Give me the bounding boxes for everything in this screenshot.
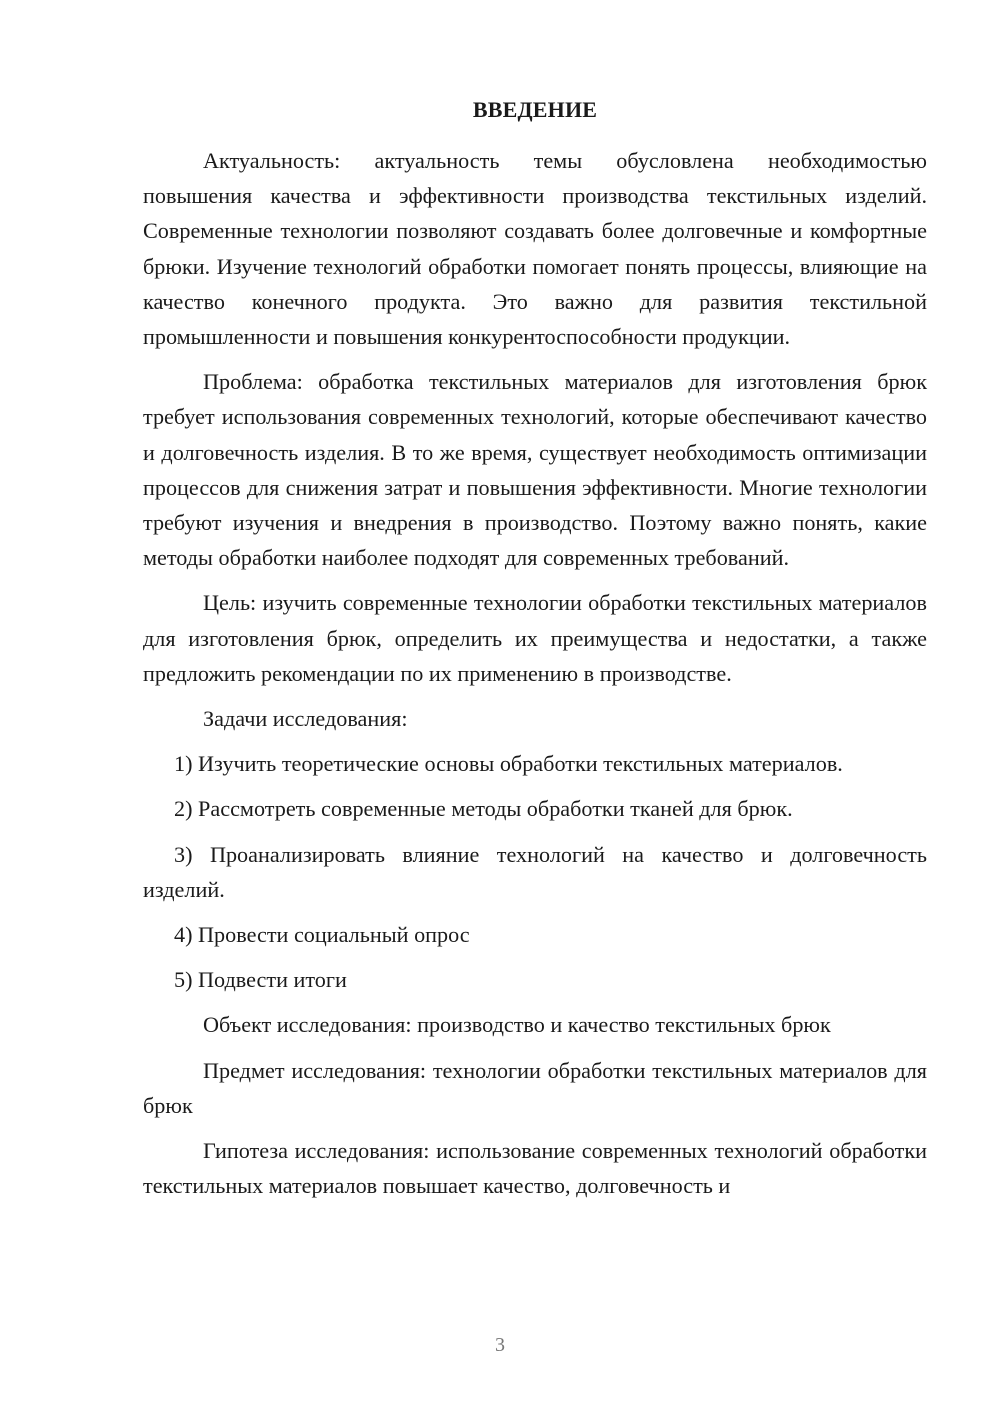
paragraph-problem: Проблема: обработка текстильных материалов для изготовления брюк требует использования современных технологий, которые обеспечивают качество и долговечность изделия. В то же время, существует необходимость оптимизации процессов для снижения затрат и повышения эффективности. Многие технологии требуют изучения и внедрения в производство. Поэтому важно понять, какие методы обработки наиболее подходят для современных требований. <box>143 369 927 571</box>
task-item-3: 3) Проанализировать влияние технологий на качество и долговечность изделий. <box>143 841 927 902</box>
paragraph-object: Объект исследования: производство и качество текстильных брюк <box>203 1012 831 1038</box>
paragraph-relevance: Актуальность: актуальность темы обусловлена необходимостью повышения качества и эффективности производства текстильных изделий. Современные технологии позволяют создавать более долговечные и комфортные брюки. Изучение технологий обработки помогает понять процессы, влияющие на качество конечного продукта. Это важно для развития текстильной промышленности и повышения конкурентоспособности продукции. <box>143 148 927 350</box>
tasks-title: Задачи исследования: <box>203 706 408 732</box>
task-item-5: 5) Подвести итоги <box>174 967 347 993</box>
task-item-1: 1) Изучить теоретические основы обработки текстильных материалов. <box>174 751 843 777</box>
page-number: 3 <box>495 1334 505 1356</box>
document-page <box>143 95 927 1213</box>
task-item-4: 4) Провести социальный опрос <box>174 922 470 948</box>
task-item-2: 2) Рассмотреть современные методы обработки тканей для брюк. <box>174 796 793 822</box>
paragraph-goal: Цель: изучить современные технологии обработки текстильных материалов для изготовления брюк, определить их преимущества и недостатки, а также предложить рекомендации по их применению в производстве. <box>143 590 927 686</box>
page-title: ВВЕДЕНИЕ <box>472 97 598 122</box>
paragraph-hypothesis: Гипотеза исследования: использование современных технологий обработки текстильных материалов повышает качество, долговечность и <box>143 1138 927 1199</box>
paragraph-subject: Предмет исследования: технологии обработки текстильных материалов для брюк <box>143 1057 927 1118</box>
